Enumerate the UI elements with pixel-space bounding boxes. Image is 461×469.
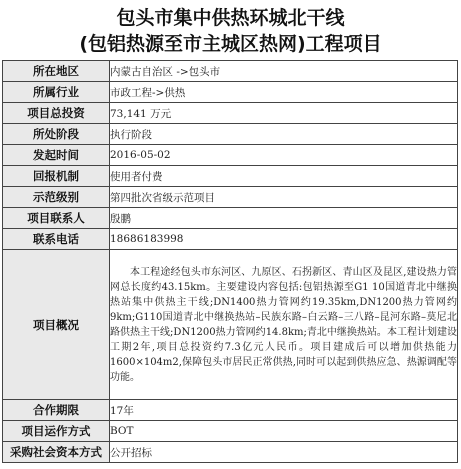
row-label-operation-mode: 项目运作方式 xyxy=(3,421,110,442)
page-subtitle: (包铝热源至市主城区热网)工程项目 xyxy=(79,33,382,55)
row-value-cooperation-term: 17年 xyxy=(110,400,458,421)
table-row xyxy=(3,400,458,421)
row-value-start-date: 2016-05-02 xyxy=(110,145,458,166)
row-label-region: 所在地区 xyxy=(3,61,110,82)
row-value-phone: 18686183998 xyxy=(110,229,458,250)
row-value-stage: 执行阶段 xyxy=(110,124,458,145)
row-value-return-mechanism: 使用者付费 xyxy=(110,166,458,187)
row-label-demo-level: 示范级别 xyxy=(3,187,110,208)
overview-text: 本工程途经包头市东河区、九原区、石拐新区、青山区及昆区,建设热力管网总长度约43.15km。主要建设内容包括:包铝热源至G1 10国道青北中继换热站集中供热主干线;DN1400热力管网约19.35km,DN1200热力管网约9km;G110国道青北中继换热站–民族东路–白云路–三八路–昆河东路–莫尼北路供热主干线;DN1200热力管网约14.8km;青北中继换热站。本工程计划建设工期2年,项目总投资约7.3亿元人民币。项目建成后可以增加供热能力1600×104m2,保障包头市居民正常供热,同时可以起到供热应急、热源调配等功能。 xyxy=(110,266,457,383)
table-row xyxy=(3,82,458,103)
row-label-investment: 项目总投资 xyxy=(3,103,110,124)
row-value-operation-mode: BOT xyxy=(110,421,458,442)
table-row xyxy=(3,103,458,124)
row-label-start-date: 发起时间 xyxy=(3,145,110,166)
row-label-return-mechanism: 回报机制 xyxy=(3,166,110,187)
row-value-investment: 73,141 万元 xyxy=(110,103,458,124)
table-row xyxy=(3,421,458,442)
row-label-industry: 所属行业 xyxy=(3,82,110,103)
row-label-phone: 联系电话 xyxy=(3,229,110,250)
row-value-overview xyxy=(110,250,458,400)
row-value-contact-person: 殷鹏 xyxy=(110,208,458,229)
table-row xyxy=(3,442,458,463)
row-label-stage: 所处阶段 xyxy=(3,124,110,145)
row-value-industry: 市政工程->供热 xyxy=(110,82,458,103)
table-row xyxy=(3,166,458,187)
table-row xyxy=(3,124,458,145)
project-info-table xyxy=(2,60,458,463)
table-row xyxy=(3,208,458,229)
row-label-contact-person: 项目联系人 xyxy=(3,208,110,229)
table-row xyxy=(3,61,458,82)
page-title: 包头市集中供热环城北干线 xyxy=(116,7,345,29)
table-row xyxy=(3,250,458,400)
row-value-procurement-method: 公开招标 xyxy=(110,442,458,463)
row-value-region: 内蒙古自治区 ->包头市 xyxy=(110,61,458,82)
row-label-overview: 项目概况 xyxy=(3,250,110,400)
row-label-procurement-method: 采购社会资本方式 xyxy=(3,442,110,463)
row-label-cooperation-term: 合作期限 xyxy=(3,400,110,421)
row-value-demo-level: 第四批次省级示范项目 xyxy=(110,187,458,208)
table-row xyxy=(3,187,458,208)
table-row xyxy=(3,145,458,166)
table-row xyxy=(3,229,458,250)
